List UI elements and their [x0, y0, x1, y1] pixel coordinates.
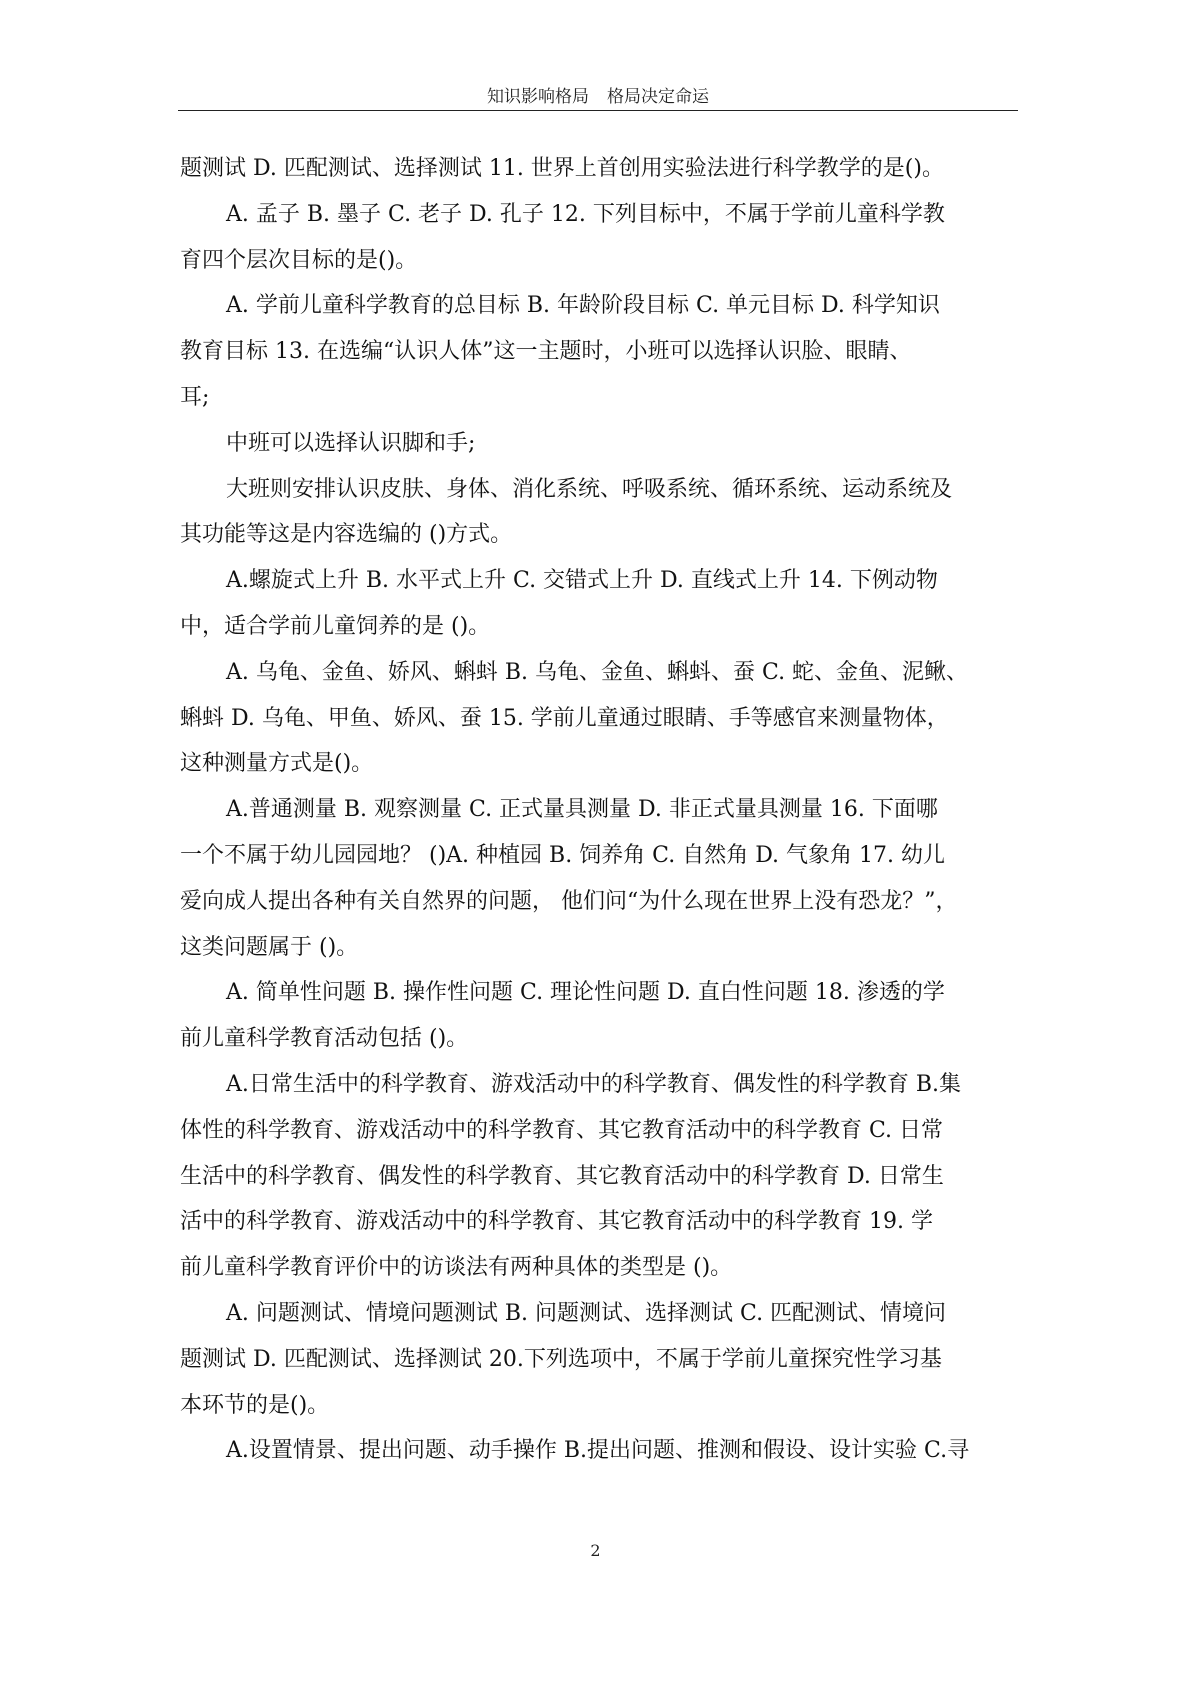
- text-line: 活中的科学教育、游戏活动中的科学教育、其它教育活动中的科学教育 19. 学: [180, 1209, 933, 1235]
- text-line: A. 孟子 B. 墨子 C. 老子 D. 孔子 12. 下列目标中，不属于学前儿童科学教: [226, 201, 945, 227]
- text-line: 题测试 D. 匹配测试、选择测试 20.下列选项中，不属于学前儿童探究性学习基: [180, 1346, 942, 1372]
- text-line: A.设置情景、提出问题、动手操作 B.提出问题、推测和假设、设计实验 C.寻: [226, 1438, 970, 1464]
- text-line: 一个不属于幼儿园园地？ ()A. 种植园 B. 饲养角 C. 自然角 D. 气象角 17. 幼儿: [180, 842, 946, 868]
- text-line: A.螺旋式上升 B. 水平式上升 C. 交错式上升 D. 直线式上升 14. 下例动物: [226, 568, 938, 594]
- text-line: 蝌蚪 D. 乌龟、甲鱼、娇风、蚕 15. 学前儿童通过眼睛、手等感官来测量物体，: [180, 705, 949, 731]
- text-line: 生活中的科学教育、偶发性的科学教育、其它教育活动中的科学教育 D. 日常生: [180, 1163, 944, 1189]
- text-line: 前儿童科学教育评价中的访谈法有两种具体的类型是 ()。: [180, 1255, 733, 1281]
- text-line: A. 乌龟、金鱼、娇风、蝌蚪 B. 乌龟、金鱼、蝌蚪、蚕 C. 蛇、金鱼、泥鳅、: [226, 659, 969, 685]
- text-line: A. 问题测试、情境问题测试 B. 问题测试、选择测试 C. 匹配测试、情境问: [226, 1300, 947, 1326]
- text-line: 其功能等这是内容选编的 ()方式。: [180, 522, 513, 548]
- text-line: 爱向成人提出各种有关自然界的问题， 他们问“为什么现在世界上没有恐龙？”，: [180, 888, 958, 914]
- text-line: A.日常生活中的科学教育、游戏活动中的科学教育、偶发性的科学教育 B.集: [226, 1071, 962, 1097]
- text-line: 体性的科学教育、游戏活动中的科学教育、其它教育活动中的科学教育 C. 日常: [180, 1117, 944, 1143]
- text-line: 中班可以选择认识脚和手;: [226, 430, 476, 456]
- document-body: [180, 146, 1020, 1474]
- header-left-text: 知识影响格局: [487, 87, 589, 107]
- text-line: 前儿童科学教育活动包括 ()。: [180, 1026, 469, 1052]
- text-line: A.普通测量 B. 观察测量 C. 正式量具测量 D. 非正式量具测量 16. 下面哪: [226, 797, 938, 823]
- header-right-text: 格局决定命运: [607, 87, 709, 107]
- text-line: 教育目标 13. 在选编“认识人体”这一主题时，小班可以选择认识脸、眼睛、: [180, 339, 912, 365]
- text-line: 本环节的是()。: [180, 1392, 330, 1418]
- text-line: 题测试 D. 匹配测试、选择测试 11. 世界上首创用实验法进行科学教学的是()。: [180, 156, 944, 181]
- text-line: A. 学前儿童科学教育的总目标 B. 年龄阶段目标 C. 单元目标 D. 科学知识: [226, 293, 940, 319]
- text-line: 这种测量方式是()。: [180, 751, 374, 777]
- text-line: A. 简单性问题 B. 操作性问题 C. 理论性问题 D. 直白性问题 18. 渗透的学: [226, 980, 945, 1006]
- text-line: 耳;: [180, 384, 210, 410]
- text-line: 中，适合学前儿童饲养的是 ()。: [180, 613, 491, 639]
- text-line: 育四个层次目标的是()。: [180, 247, 418, 273]
- page-header: [178, 86, 1018, 111]
- text-line: 大班则安排认识皮肤、身体、消化系统、呼吸系统、循环系统、运动系统及: [226, 476, 953, 502]
- text-line: 这类问题属于 ()。: [180, 934, 359, 960]
- page-number: 2: [590, 1541, 601, 1560]
